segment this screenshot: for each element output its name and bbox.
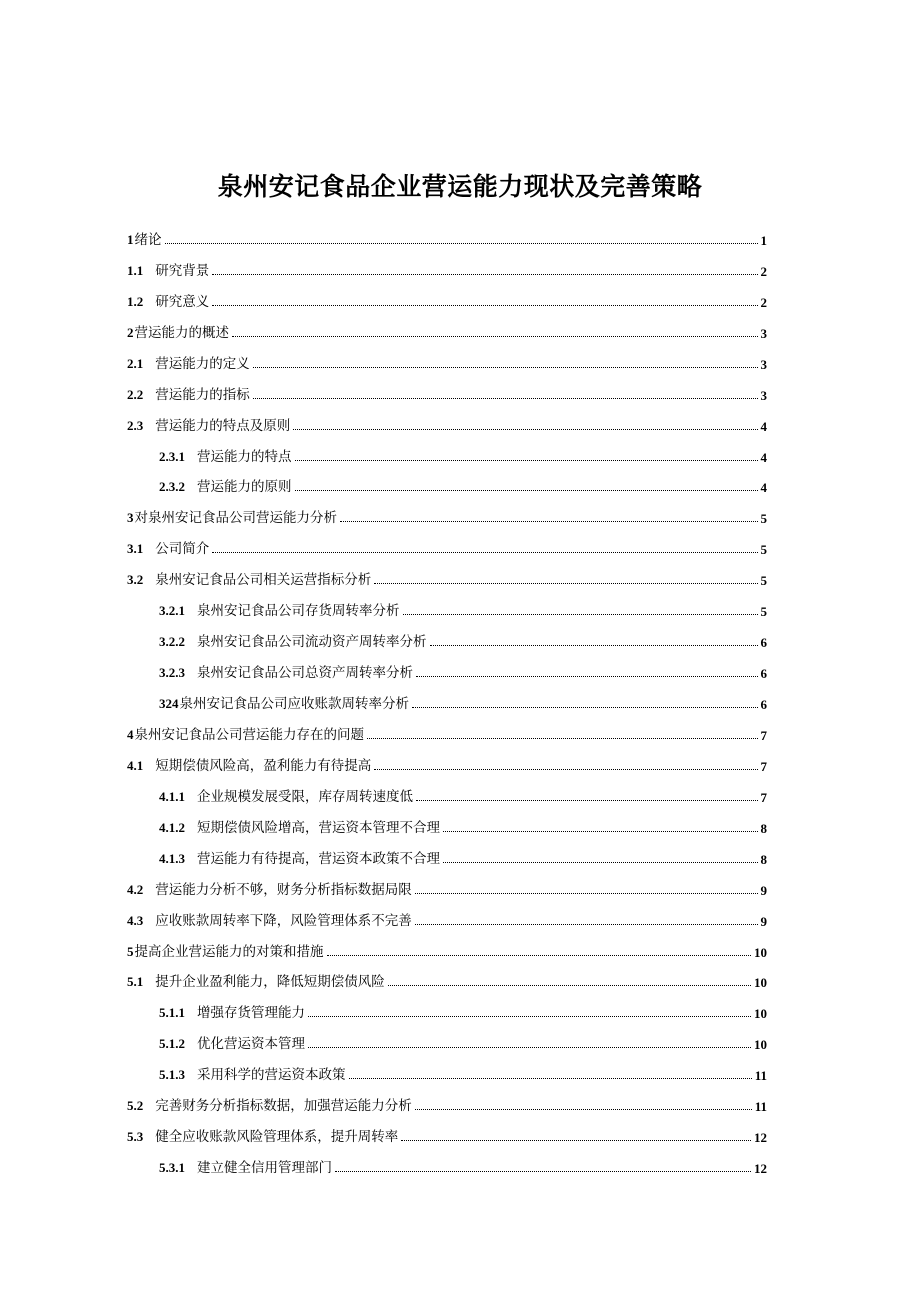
toc-entry[interactable]: [127, 837, 767, 868]
toc-entry-heading: [127, 571, 371, 589]
toc-entry[interactable]: [127, 930, 767, 961]
toc-entry[interactable]: [127, 1053, 767, 1084]
toc-entry-number: 2.3.1: [159, 448, 185, 464]
toc-leader-dots: [412, 707, 758, 708]
toc-entry[interactable]: [127, 961, 767, 992]
toc-leader-dots: [293, 429, 757, 430]
toc-entry[interactable]: [127, 373, 767, 404]
toc-entry[interactable]: [127, 527, 767, 558]
toc-entry[interactable]: [127, 1022, 767, 1053]
toc-entry-heading: [127, 417, 290, 435]
page-title: 泉州安记食品企业营运能力现状及完善策略: [217, 172, 703, 201]
toc-entry-heading: [159, 664, 413, 682]
toc-entry-title: 研究意义: [155, 293, 210, 310]
toc-entry-page-number: 8: [760, 820, 767, 836]
toc-entry[interactable]: [127, 435, 767, 466]
toc-entry-heading: [159, 788, 413, 806]
toc-entry[interactable]: [127, 558, 767, 589]
toc-entry-number: 1: [127, 231, 134, 247]
toc-entry-heading: [159, 1004, 305, 1022]
toc-entry-page-number: 3: [760, 387, 767, 403]
toc-entry-heading: [159, 478, 292, 496]
toc-entry-page-number: 7: [760, 758, 767, 774]
toc-entry-page-number: 8: [760, 851, 767, 867]
toc-entry-page-number: 5: [760, 542, 767, 558]
toc-leader-dots: [416, 800, 758, 801]
toc-entry-page-number: 3: [760, 325, 767, 341]
toc-entry-title: 泉州安记食品公司应收账款周转率分析: [179, 696, 409, 712]
toc-entry-number: 4: [127, 726, 134, 742]
toc-entry-title: 泉州安记食品公司总资产周转率分析: [197, 665, 413, 682]
toc-leader-dots: [415, 924, 758, 925]
toc-leader-dots: [374, 769, 757, 770]
toc-entry-heading: [127, 1128, 398, 1146]
toc-entry-title: 短期偿债风险高，盈利能力有待提高: [155, 757, 372, 774]
toc-entry-heading: [127, 262, 209, 280]
toc-leader-dots: [327, 955, 752, 956]
toc-entry-title: 提高企业营运能力的对策和措施: [134, 943, 324, 960]
toc-entry-page-number: 12: [754, 1161, 767, 1177]
toc-entry-number: 324: [159, 696, 179, 711]
toc-entry-number: 5.1.3: [159, 1067, 185, 1083]
toc-entry[interactable]: [127, 991, 767, 1022]
toc-entry-number: 3.2: [127, 572, 144, 588]
toc-entry-heading: [127, 912, 412, 930]
toc-entry[interactable]: [127, 342, 767, 373]
toc-leader-dots: [308, 1016, 751, 1017]
toc-entry-number: 2: [127, 324, 134, 340]
toc-entry-page-number: 5: [760, 604, 767, 620]
toc-entry-page-number: 2: [760, 294, 767, 310]
toc-entry-number: 4.3: [127, 912, 144, 928]
toc-leader-dots: [443, 831, 758, 832]
toc-entry-page-number: 9: [760, 913, 767, 929]
toc-entry-page-number: 3: [760, 356, 767, 372]
toc-entry[interactable]: [127, 713, 767, 744]
toc-entry-heading: [127, 324, 229, 342]
toc-entry[interactable]: [127, 249, 767, 280]
toc-entry-title: 建立健全信用管理部门: [197, 1160, 332, 1177]
toc-leader-dots: [165, 243, 758, 244]
toc-leader-dots: [212, 274, 757, 275]
toc-entry-title: 优化营运资本管理: [197, 1036, 305, 1053]
toc-entry-number: 3.2.3: [159, 665, 185, 681]
toc-leader-dots: [340, 521, 758, 522]
toc-entry-page-number: 9: [760, 882, 767, 898]
toc-entry-page-number: 10: [754, 1006, 767, 1022]
toc-entry-number: 3.1: [127, 541, 144, 557]
toc-leader-dots: [416, 676, 758, 677]
toc-entry-number: 2.3.2: [159, 479, 185, 495]
toc-entry[interactable]: [127, 466, 767, 497]
toc-entry-title: 营运能力的特点及原则: [155, 417, 291, 434]
toc-entry-title: 泉州安记食品公司存货周转率分析: [197, 603, 400, 620]
toc-entry-number: 5: [127, 943, 134, 959]
toc-entry-heading: [159, 819, 440, 837]
toc-entry-number: 3.2.2: [159, 634, 185, 650]
toc-leader-dots: [253, 367, 758, 368]
toc-entry-title: 完善财务分析指标数据，加强营运能力分析: [155, 1098, 412, 1115]
toc-entry-heading: [127, 231, 162, 249]
toc-entry-title: 健全应收账款风险管理体系，提升周转率: [155, 1129, 399, 1146]
toc-entry-page-number: 12: [754, 1130, 767, 1146]
toc-entry-number: 3.2.1: [159, 603, 185, 619]
toc-entry-title: 公司简介: [155, 541, 210, 558]
toc-leader-dots: [212, 305, 757, 306]
toc-entry-number: 5.3.1: [159, 1160, 185, 1176]
toc-leader-dots: [415, 1109, 752, 1110]
toc-entry-heading: [159, 695, 409, 713]
toc-entry-heading: [159, 1159, 332, 1177]
toc-entry-page-number: 5: [760, 511, 767, 527]
toc-entry-page-number: 5: [760, 573, 767, 589]
toc-entry-page-number: 7: [760, 789, 767, 805]
toc-entry-title: 提升企业盈利能力，降低短期偿债风险: [155, 974, 385, 991]
toc-entry-page-number: 6: [760, 635, 767, 651]
toc-entry-number: 5.2: [127, 1098, 144, 1114]
toc-entry-heading: [127, 293, 209, 311]
toc-leader-dots: [253, 398, 758, 399]
toc-leader-dots: [403, 614, 758, 615]
toc-entry-heading: [127, 726, 364, 744]
toc-entry-number: 5.1.2: [159, 1036, 185, 1052]
toc-entry-title: 营运能力的原则: [197, 479, 292, 496]
toc-entry-page-number: 4: [760, 418, 767, 434]
toc-entry-title: 营运能力的定义: [155, 355, 250, 372]
toc-entry-page-number: 10: [754, 1037, 767, 1053]
toc-entry-page-number: 10: [754, 975, 767, 991]
toc-entry-number: 3: [127, 510, 134, 526]
toc-leader-dots: [367, 738, 758, 739]
toc-entry[interactable]: [127, 404, 767, 435]
toc-entry[interactable]: [127, 1146, 767, 1177]
toc-entry-heading: [127, 943, 324, 961]
toc-leader-dots: [295, 490, 758, 491]
toc-entry-heading: [127, 509, 337, 527]
toc-entry-number: 1.1: [127, 262, 144, 278]
toc-leader-dots: [308, 1047, 751, 1048]
toc-entry-number: 4.2: [127, 881, 144, 897]
toc-leader-dots: [349, 1078, 752, 1079]
toc-entry-title: 泉州安记食品公司相关运营指标分析: [155, 572, 372, 589]
toc-entry-page-number: 7: [760, 727, 767, 743]
toc-entry-title: 短期偿债风险增高，营运资本管理不合理: [197, 819, 440, 836]
toc-entry-title: 对泉州安记食品公司营运能力分析: [134, 510, 337, 527]
toc-entry-title: 营运能力的特点: [197, 448, 292, 465]
toc-entry-title: 采用科学的营运资本政策: [197, 1067, 346, 1084]
toc-entry-heading: [127, 355, 250, 373]
toc-entry-heading: [159, 633, 427, 651]
toc-leader-dots: [232, 336, 758, 337]
toc-leader-dots: [295, 460, 758, 461]
toc-entry-number: 5.1: [127, 974, 144, 990]
toc-entry-number: 4.1.1: [159, 788, 185, 804]
toc-entry-title: 绪论: [134, 231, 162, 248]
toc-leader-dots: [401, 1140, 751, 1141]
toc-entry-page-number: 11: [754, 1099, 767, 1115]
toc-entry-heading: [159, 448, 292, 466]
toc-entry-heading: [127, 881, 412, 899]
toc-entry-title: 泉州安记食品公司营运能力存在的问题: [134, 726, 364, 743]
toc-entry-number: 4.1.2: [159, 819, 185, 835]
toc-leader-dots: [415, 893, 758, 894]
toc-entry-number: 2.3: [127, 417, 144, 433]
toc-entry-number: 4.1.3: [159, 850, 185, 866]
toc-entry[interactable]: [127, 218, 767, 249]
toc-entry[interactable]: [127, 651, 767, 682]
toc-entry-title: 泉州安记食品公司流动资产周转率分析: [197, 634, 427, 651]
toc-entry-page-number: 1: [760, 232, 767, 248]
toc-entry-page-number: 4: [760, 480, 767, 496]
toc-entry-page-number: 4: [760, 449, 767, 465]
toc-entry[interactable]: [127, 744, 767, 775]
toc-entry-page-number: 11: [754, 1068, 767, 1084]
toc-entry-title: 研究背景: [155, 262, 210, 279]
toc-entry-page-number: 10: [754, 944, 767, 960]
toc-entry-title: 企业规模发展受限，库存周转速度低: [197, 788, 413, 805]
toc-entry-page-number: 6: [760, 697, 767, 712]
toc-entry-heading: [127, 1097, 412, 1115]
toc-entry-title: 增强存货管理能力: [197, 1005, 305, 1022]
toc-entry[interactable]: [127, 806, 767, 837]
toc-entry-heading: [159, 602, 400, 620]
table-of-contents: [127, 218, 767, 1177]
toc-entry-heading: [159, 1066, 346, 1084]
toc-entry-heading: [159, 850, 440, 868]
toc-entry[interactable]: [127, 496, 767, 527]
toc-entry[interactable]: [127, 280, 767, 311]
toc-entry-page-number: 2: [760, 263, 767, 279]
toc-leader-dots: [374, 583, 757, 584]
toc-entry-title: 营运能力的概述: [134, 324, 229, 341]
toc-entry-number: 2.2: [127, 386, 144, 402]
toc-entry-heading: [127, 386, 250, 404]
toc-entry[interactable]: [127, 775, 767, 806]
toc-entry-number: 5.3: [127, 1129, 144, 1145]
toc-entry[interactable]: [127, 899, 767, 930]
toc-entry-heading: [159, 1035, 305, 1053]
toc-leader-dots: [388, 985, 751, 986]
toc-entry[interactable]: [127, 620, 767, 651]
toc-entry-heading: [127, 540, 209, 558]
toc-entry-heading: [127, 973, 385, 991]
toc-entry-number: 4.1: [127, 757, 144, 773]
toc-entry-title: 营运能力的指标: [155, 386, 250, 403]
toc-leader-dots: [335, 1171, 751, 1172]
toc-entry[interactable]: [127, 1115, 767, 1146]
toc-entry-title: 应收账款周转率下降，风险管理体系不完善: [155, 912, 412, 929]
toc-entry-number: 2.1: [127, 355, 144, 371]
toc-leader-dots: [430, 645, 758, 646]
toc-entry[interactable]: [127, 682, 767, 713]
toc-entry[interactable]: [127, 868, 767, 899]
toc-entry[interactable]: [127, 311, 767, 342]
toc-entry-page-number: 6: [760, 666, 767, 682]
toc-entry-number: 5.1.1: [159, 1005, 185, 1021]
toc-entry[interactable]: [127, 589, 767, 620]
toc-leader-dots: [443, 862, 758, 863]
toc-entry-title: 营运能力分析不够，财务分析指标数据局限: [155, 881, 412, 898]
toc-entry-number: 1.2: [127, 293, 144, 309]
toc-entry-heading: [127, 757, 371, 775]
toc-leader-dots: [212, 552, 757, 553]
toc-entry[interactable]: [127, 1084, 767, 1115]
toc-entry-title: 营运能力有待提高，营运资本政策不合理: [197, 850, 440, 867]
